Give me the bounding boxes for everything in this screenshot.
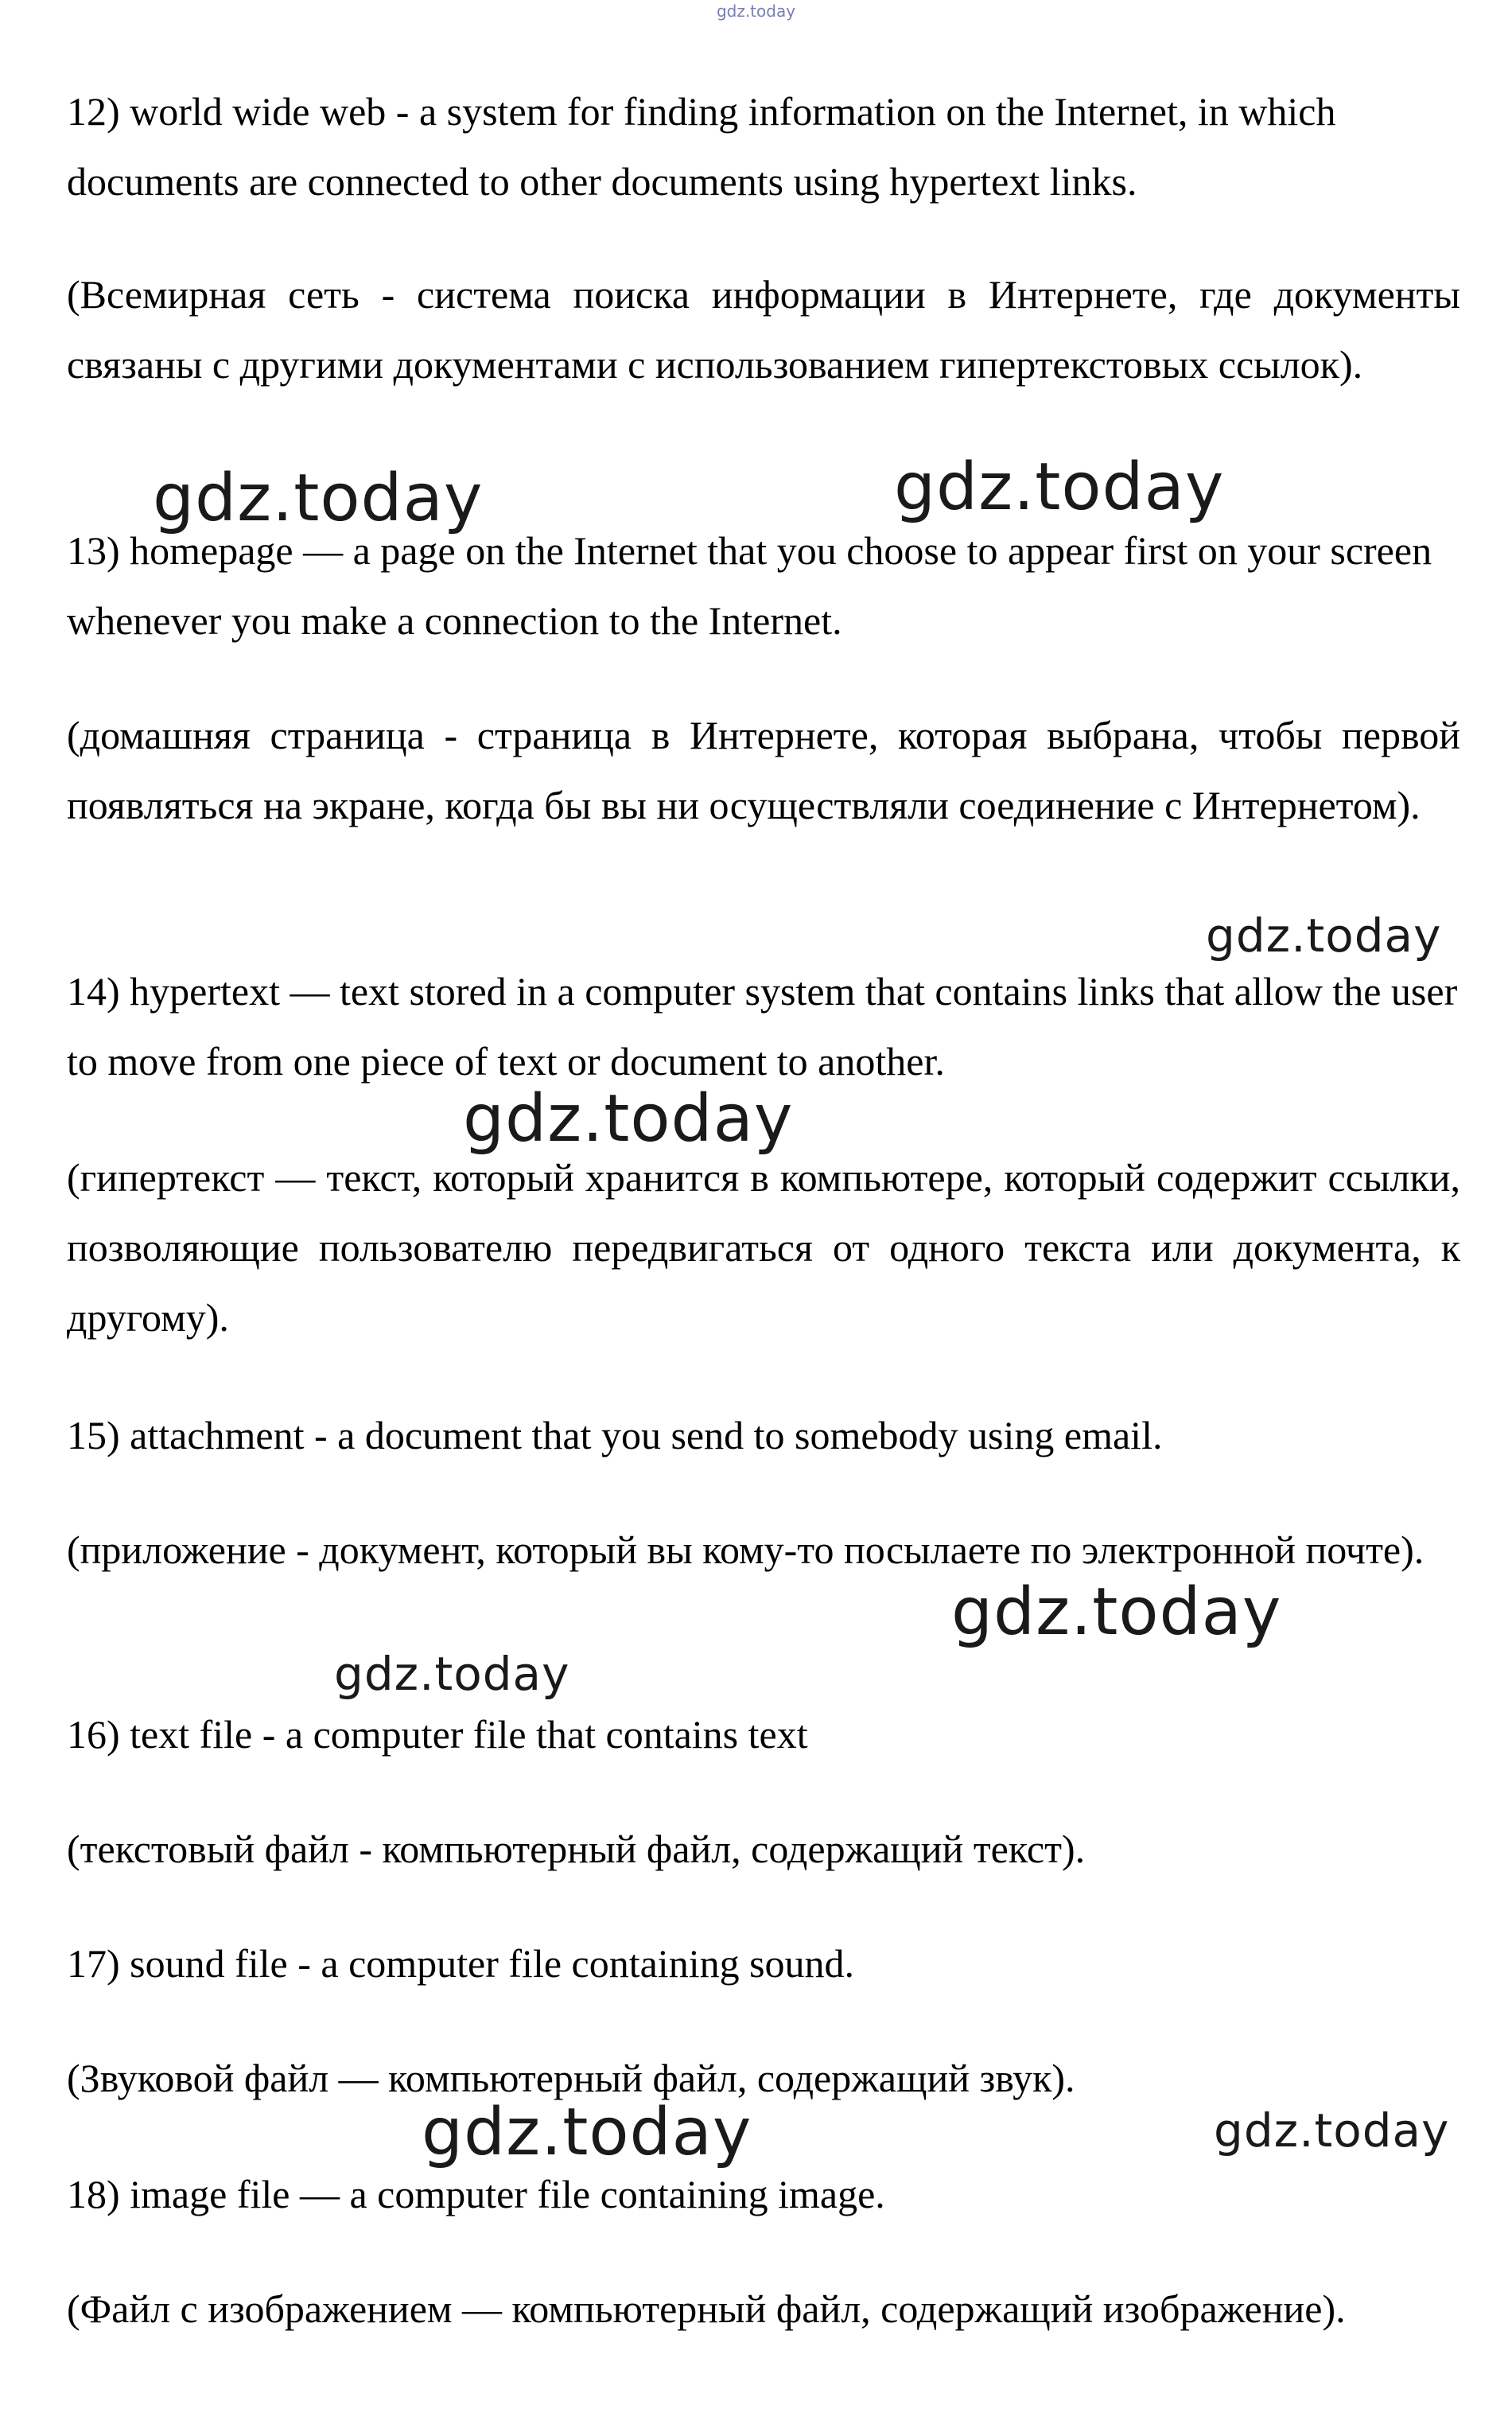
- entry-13-term: 13) homepage — a page on the Internet that you choose to appear first on your screen whenever you make a connection to the Internet.: [67, 528, 1432, 643]
- watermark: gdz.today: [1214, 2103, 1450, 2158]
- entry-12-translation: (Всемирная сеть - система поиска информации в Интернете, где документы связаны с другими документами с использованием гипертекстовых ссылок).: [67, 272, 1460, 387]
- entry-17-term: 17) sound file - a computer file containing sound.: [67, 1941, 855, 1986]
- header-watermark: gdz.today: [716, 2, 796, 21]
- watermark: gdz.today: [422, 2095, 752, 2170]
- watermark: gdz.today: [463, 1081, 794, 1157]
- entry-18-term: 18) image file — a computer file containing image.: [67, 2172, 885, 2216]
- watermark: gdz.today: [951, 1574, 1282, 1650]
- watermark: gdz.today: [894, 449, 1225, 525]
- watermark: gdz.today: [334, 1647, 570, 1701]
- entry-16-translation: (текстовый файл - компьютерный файл, содержащий текст).: [67, 1827, 1086, 1871]
- watermark: gdz.today: [153, 461, 484, 536]
- entry-15-translation: (приложение - документ, который вы кому-то посылаете по электронной почте).: [67, 1527, 1425, 1572]
- watermark: gdz.today: [1206, 909, 1442, 963]
- entry-13-translation: (домашняя страница - страница в Интернете, которая выбрана, чтобы первой появляться на экране, когда бы вы ни осуществляли соединение с Интернетом).: [67, 713, 1460, 827]
- entry-16-term: 16) text file - a computer file that contains text: [67, 1712, 808, 1757]
- entry-14-translation: (гипертекст — текст, который хранится в компьютере, который содержит ссылки, позволяющие пользователю передвигаться от одного текста или документа, к другому).: [67, 1155, 1460, 1340]
- entry-15-term: 15) attachment - a document that you send to somebody using email.: [67, 1413, 1163, 1457]
- entry-12-term: 12) world wide web - a system for finding information on the Internet, in which documents are connected to other documents using hypertext links.: [67, 89, 1336, 204]
- entry-14-term: 14) hypertext — text stored in a computer system that contains links that allow the user to move from one piece of text or document to another.: [67, 969, 1458, 1084]
- entry-18-translation: (Файл с изображением — компьютерный файл, содержащий изображение).: [67, 2286, 1346, 2331]
- entry-17-translation: (Звуковой файл — компьютерный файл, содержащий звук).: [67, 2056, 1075, 2100]
